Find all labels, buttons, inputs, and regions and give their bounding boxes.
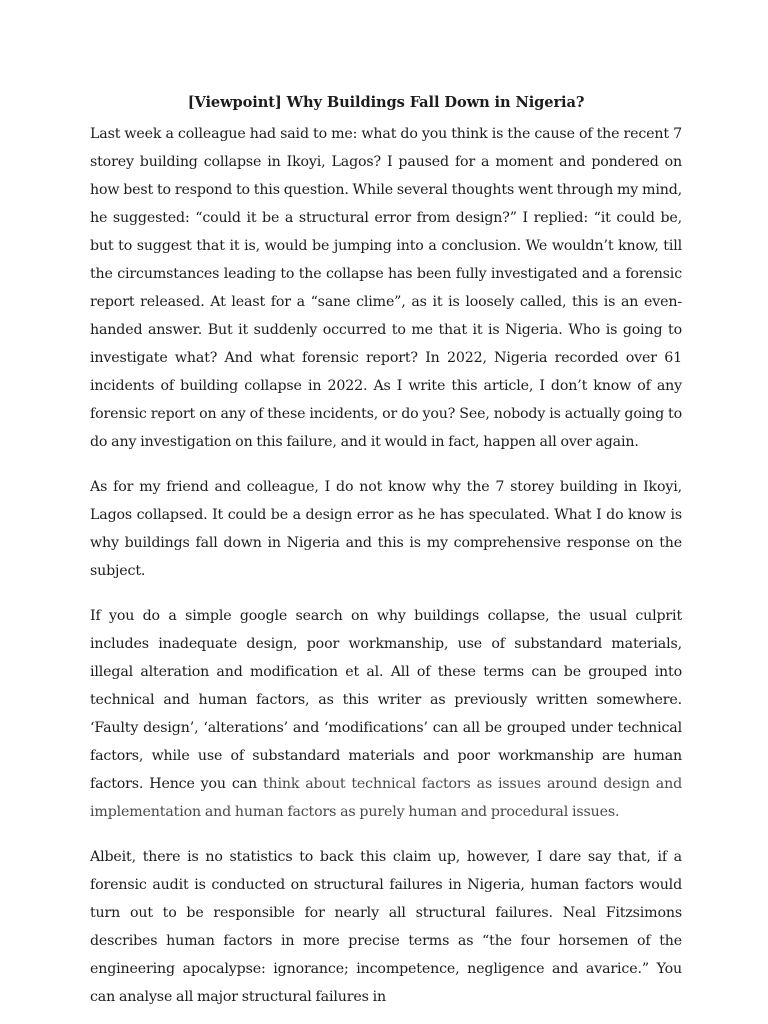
paragraph-3-text: If you do a simple google search on why buildings collapse, the usual culprit includes inadequate design, poor workmanship, use of substandard materials, illegal alteration and modification et al. All of these terms can be grouped into technical and human factors, as this writer as previously written somewhere. ‘Faulty design’, ‘alterations’ and ‘modifications’ can all be grouped under technical factors, while use of substandard materials and poor workmanship are human factors. Hence you can: [90, 608, 682, 792]
paragraph-2-text: As for my friend and colleague, I do not know why the 7 storey building in Ikoyi, Lagos collapsed. It could be a design error as he has speculated. What I do know is why buildings fall down in Nigeria and this is my comprehensive response on the subject.: [90, 479, 682, 579]
paragraph-1-text: Last week a colleague had said to me: what do you think is the cause of the recent 7 storey building collapse in Ikoyi, Lagos? I paused for a moment and pondered on how best to respond to this question. While several thoughts went through my mind, he suggested: “could it be a structural error from design?” I replied: “it could be, but to suggest that it is, would be jumping into a conclusion. We wouldn’t know, till the circumstances leading to the collapse has been fully investigated and a forensic report released. At least for a “sane clime”, as it is loosely called, this is an even-handed answer. But it suddenly occurred to me that it is Nigeria. Who is going to investigate what? And what forensic report? In 2022, Nigeria recorded over 61 incidents of building collapse in 2022. As I write this article, I don’t know of any forensic report on any of these incidents, or do you? See, nobody is actually going to do any investigation on this failure, and it would in fact, happen all over again.: [90, 126, 682, 450]
paragraph-4-text: Albeit, there is no statistics to back this claim up, however, I dare say that, if a forensic audit is conducted on structural failures in Nigeria, human factors would turn out to be responsible for nearly all structural failures. Neal Fitzsimons describes human factors in more precise terms as “the four horsemen of the engineering apocalypse: ignorance; incompetence, negligence and avarice.” You can analyse all major structural failures in: [90, 849, 682, 1005]
paragraph-4: [90, 843, 682, 1011]
paragraph-2: [90, 473, 682, 585]
document-title: [Viewpoint] Why Buildings Fall Down in Nigeria?: [187, 94, 585, 111]
paragraph-3-muted-text: think about technical factors as issues around design and implementation and human factors as purely human and procedural issues.: [90, 776, 683, 820]
paragraph-1: [90, 120, 682, 456]
paragraph-3: [90, 602, 682, 826]
